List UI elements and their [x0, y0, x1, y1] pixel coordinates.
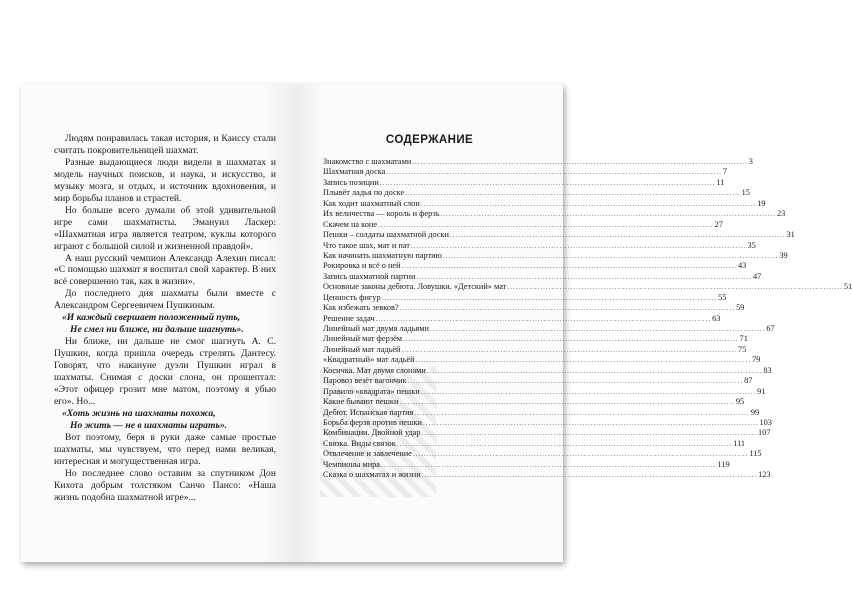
toc-entry: [323, 355, 761, 365]
toc-leader-dots: [422, 428, 758, 438]
toc-leader-dots: [421, 387, 757, 397]
toc-leader-dots: [403, 334, 739, 344]
toc-entry-page: 111: [733, 438, 746, 448]
toc-leader-dots: [411, 241, 747, 251]
toc-leader-dots: [380, 178, 716, 188]
toc-entry: [323, 209, 786, 219]
toc-entry-title: Линейный мат двумя ладьями: [323, 324, 429, 333]
toc-leader-dots: [408, 376, 744, 386]
toc-leader-dots: [421, 199, 757, 209]
toc-leader-dots: [440, 209, 776, 219]
toc-entry: [323, 344, 747, 355]
paragraph: До последнего дня шахматы были вместе с Александром Сергеевичем Пушкиным.: [54, 288, 276, 312]
toc-entry-page: 39: [779, 250, 788, 260]
paragraph: А наш русский чемпион Александр Алехин писал: «С помощью шахмат я воспитал свой характер. В них всё совершенно так, как в жизни».: [54, 252, 276, 288]
toc-entry-title: Шахматная доска: [323, 167, 386, 177]
toc-leader-dots: [413, 449, 749, 459]
toc-entry-page: 87: [744, 376, 753, 386]
toc-entry-page: 119: [717, 459, 730, 469]
toc-leader-dots: [427, 366, 763, 376]
toc-entry-title: Что такое шах, мат и пат: [323, 240, 410, 250]
toc-entry: [323, 376, 753, 386]
open-book: [21, 84, 852, 562]
toc-entry-title: «Квадратный» мат ладьёй: [323, 355, 415, 365]
toc-entry: [323, 219, 723, 230]
left-page: [21, 84, 297, 562]
toc-entry-title: Косичка. Мат двумя слонами: [323, 365, 426, 375]
toc-entry: [323, 188, 750, 198]
toc-entry: [323, 240, 756, 251]
toc-entry: [323, 417, 772, 428]
toc-entry-page: 59: [736, 303, 745, 313]
toc-entry-title: Знакомство с шахматами: [323, 157, 412, 166]
paragraph: Ни ближе, ни дальше не смог шагнуть А. С. Пушкин, когда пришла очередь стрелять Дантесу. Говорят, что накануне дуэли Пушкин играл в шахматы. Снимая с доски слона, он прошептал: «Этот офицер грозит мне матом, поэтому я убью его». Но...: [54, 336, 276, 407]
toc-entry-title: Их величества — король и ферзь: [323, 209, 440, 219]
toc-entry-page: 11: [716, 177, 725, 187]
toc-leader-dots: [386, 167, 722, 177]
toc-entry-title: Линейный мат ферзём: [323, 334, 403, 344]
toc-entry-title: Дебют. Испанская партия: [323, 407, 414, 417]
toc-entry-page: 95: [735, 397, 745, 407]
toc-entry-page: 15: [741, 188, 750, 198]
left-page-text: [54, 133, 276, 504]
table-of-contents: [323, 157, 852, 481]
toc-entry: [323, 303, 745, 313]
paragraph: Вот поэтому, беря в руки даже самые простые шахматы, мы чувствуем, что перед нами великая, интересная и могущественная игра.: [54, 431, 276, 467]
toc-entry-page: 67: [766, 324, 775, 333]
toc-leader-dots: [401, 345, 737, 355]
toc-entry-page: 35: [747, 240, 756, 250]
toc-leader-dots: [430, 324, 766, 334]
toc-entry: [323, 261, 747, 271]
toc-entry: [323, 428, 771, 438]
toc-entry: [323, 271, 762, 282]
paragraph: Но больше всего думали об этой удивительной игре сами шахматисты. Эмануил Ласкер: «Шахматная игра является театром, куклы которого играют с большой силой и жизненной правдой».: [54, 204, 276, 252]
toc-entry-page: 99: [750, 407, 760, 417]
toc-heading: СОДЕРЖАНИЕ: [385, 134, 474, 146]
paragraph: Людям понравилась такая история, и Каиссу стали считать покровительницей шахмат.: [54, 133, 276, 156]
toc-entry-title: Какие бывают пешки: [323, 397, 399, 407]
toc-leader-dots: [382, 293, 718, 303]
toc-entry-title: Линейный мат ладьёй: [323, 344, 401, 354]
toc-entry-page: 27: [714, 219, 723, 229]
toc-entry-title: Паровоз везёт вагончик: [323, 376, 407, 386]
verse-quote-1: [54, 312, 276, 336]
toc-entry-title: Как ходит шахматный слон: [323, 198, 420, 208]
toc-entry-title: Запись шахматной партии: [323, 271, 416, 281]
toc-leader-dots: [405, 188, 741, 198]
toc-entry: [323, 386, 766, 397]
toc-leader-dots: [399, 397, 735, 407]
verse-line: Не смел ни ближе, ни дальше шагнуть».: [70, 324, 244, 336]
toc-entry: [323, 459, 730, 470]
toc-entry: [323, 157, 753, 167]
toc-entry-page: 103: [759, 417, 772, 427]
toc-leader-dots: [450, 230, 786, 240]
toc-leader-dots: [416, 272, 752, 282]
toc-entry-page: 107: [758, 428, 771, 438]
toc-entry: [323, 365, 772, 376]
verse-quote-2: [54, 408, 276, 432]
toc-entry: [323, 470, 771, 480]
toc-entry-page: 47: [752, 271, 762, 281]
toc-entry-page: 83: [763, 365, 772, 375]
toc-entry-title: Сказка о шахматах и жизни: [323, 470, 421, 480]
toc-entry-page: 71: [739, 334, 748, 344]
toc-entry: [323, 334, 748, 344]
toc-leader-dots: [402, 261, 738, 271]
toc-entry-page: 115: [749, 449, 762, 459]
toc-entry-page: 23: [776, 209, 786, 219]
toc-leader-dots: [423, 418, 759, 428]
toc-entry: [323, 282, 852, 292]
toc-entry-title: Скачем на коне: [323, 219, 378, 229]
paragraph: Но последнее слово оставим за спутником Дон Кихота добрым толстяком Санчо Пансо: «Наша жизнь подобна шахматной игре»...: [54, 467, 276, 503]
toc-entry: [323, 177, 725, 188]
toc-entry: [323, 198, 766, 209]
toc-leader-dots: [376, 314, 712, 324]
toc-leader-dots: [400, 303, 736, 313]
toc-entry-page: 55: [718, 292, 727, 302]
toc-entry-page: 75: [737, 344, 747, 354]
toc-entry-title: Основные законы дебюта. Ловушки. «Детский» мат: [323, 282, 507, 292]
toc-entry-title: Пешки – солдаты шахматной доски: [323, 230, 449, 240]
toc-entry-page: 7: [722, 167, 728, 177]
paragraph: Разные выдающиеся люди видели в шахматах и модель научных поисков, и наука, и искусство, и музыку мозга, и отдых, и источник вдохновения, и мир борьбы планов и страстей.: [54, 156, 276, 204]
toc-entry-title: Отвлечение и завлечение: [323, 449, 412, 459]
toc-leader-dots: [378, 220, 714, 230]
toc-leader-dots: [416, 355, 752, 365]
toc-entry: [323, 449, 762, 459]
toc-entry-page: 79: [752, 355, 761, 365]
toc-entry: [323, 250, 788, 261]
toc-entry-page: 91: [757, 386, 766, 396]
toc-entry-title: Как избежать зевков?: [323, 303, 399, 313]
toc-entry: [323, 397, 745, 407]
toc-entry-title: Ценность фигур: [323, 292, 381, 302]
toc-entry: [323, 407, 760, 418]
toc-entry-page: 123: [758, 470, 771, 480]
toc-entry-title: Комбинации. Двойной удар: [323, 428, 421, 438]
toc-entry-title: Борьба ферзя против пешки: [323, 417, 422, 427]
toc-entry: [323, 230, 795, 240]
toc-entry: [323, 438, 746, 449]
verse-line: «И каждый свершает положенный путь,: [62, 312, 241, 324]
toc-leader-dots: [414, 408, 750, 418]
toc-entry: [323, 167, 728, 177]
toc-entry: [323, 324, 775, 334]
toc-entry: [323, 313, 721, 324]
toc-leader-dots: [507, 282, 843, 292]
toc-entry-title: Рокировка и всё о ней: [323, 261, 401, 271]
toc-leader-dots: [422, 470, 758, 480]
verse-line: Но жить — не в шахматы играть».: [70, 419, 228, 431]
toc-leader-dots: [443, 251, 779, 261]
toc-entry-title: Чемпионы мира: [323, 459, 380, 469]
toc-entry-title: Правило «квадрата» пешки: [323, 386, 420, 396]
right-page: [296, 84, 852, 562]
toc-entry-page: 63: [712, 313, 721, 323]
toc-entry-title: Плывёт ладья по доске: [323, 188, 405, 198]
verse-line: «Хоть жизнь на шахматы похожа,: [62, 407, 216, 419]
toc-leader-dots: [412, 157, 748, 167]
toc-entry-title: Связка. Виды связок: [323, 438, 396, 448]
toc-entry-title: Запись позиции: [323, 177, 379, 187]
toc-entry-page: 43: [738, 261, 747, 271]
toc-entry: [323, 292, 727, 303]
toc-entry-page: 51: [843, 282, 852, 292]
toc-entry-page: 19: [757, 198, 766, 208]
toc-entry-title: Как начинать шахматную партию: [323, 250, 442, 260]
toc-entry-page: 3: [748, 157, 753, 166]
toc-entry-title: Решение задач: [323, 313, 375, 323]
toc-entry-page: 31: [786, 230, 795, 240]
toc-leader-dots: [397, 439, 733, 449]
toc-leader-dots: [381, 460, 717, 470]
